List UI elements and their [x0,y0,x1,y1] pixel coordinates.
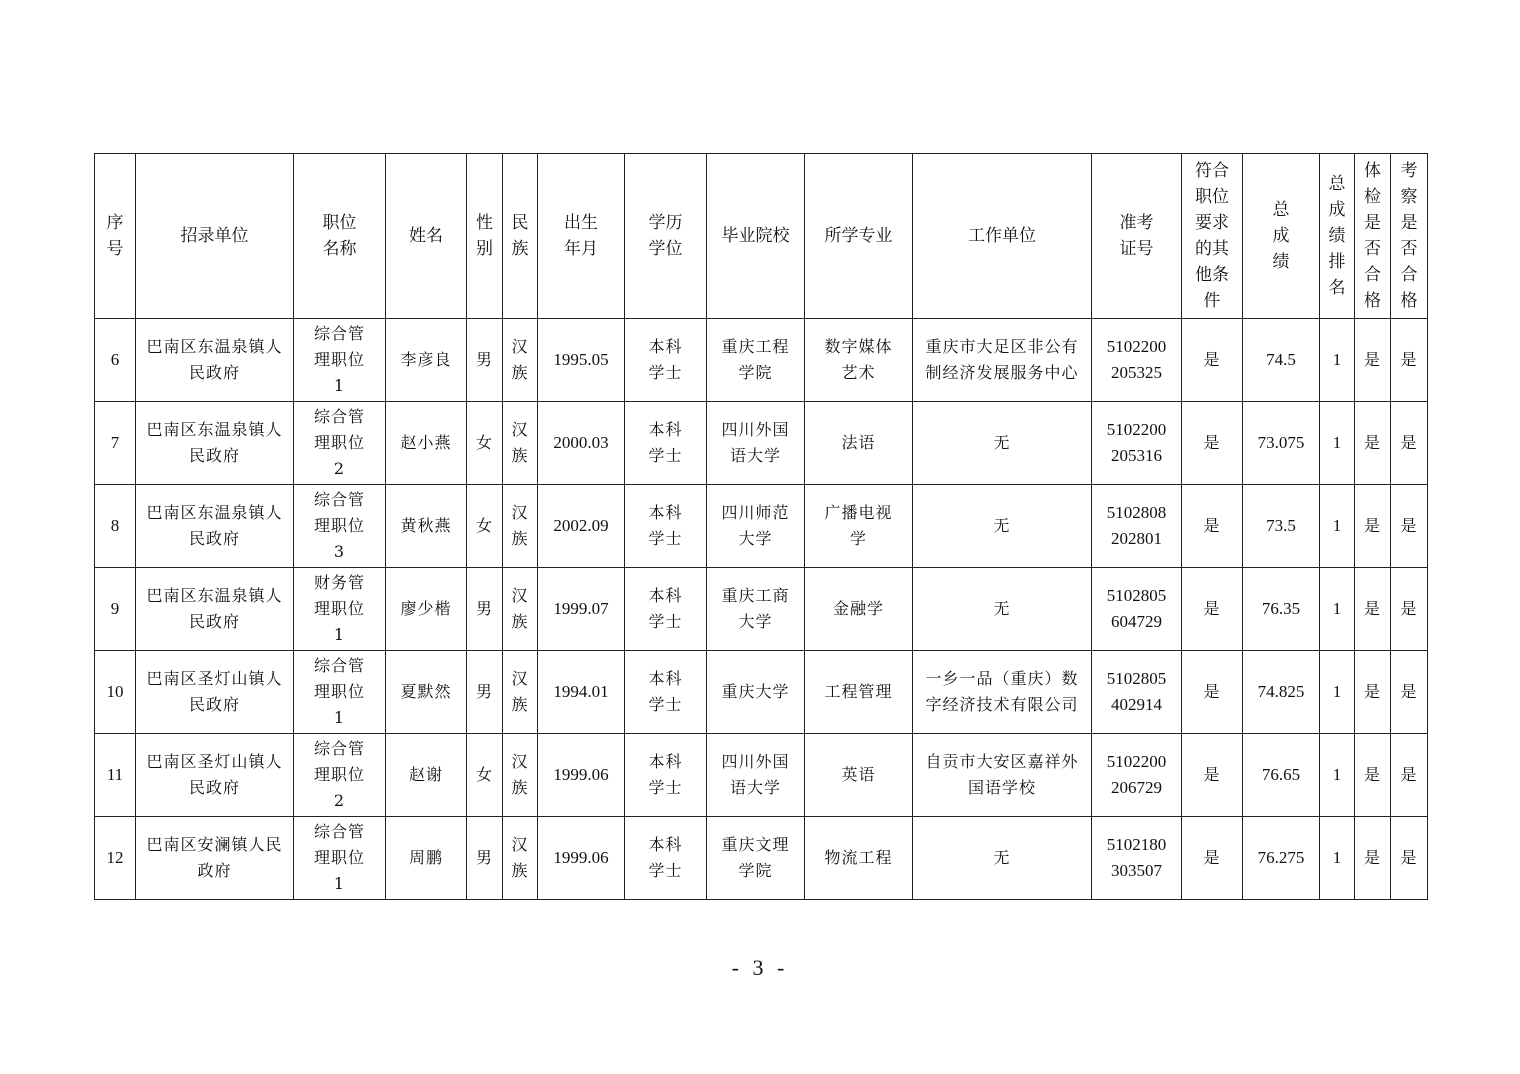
cell-education: 本科学士 [625,485,707,568]
cell-gender: 男 [467,817,503,900]
page-number: - 3 - [731,955,789,980]
cell-seq: 7 [95,402,136,485]
cell-score-rank: 1 [1320,319,1355,402]
cell-seq: 11 [95,734,136,817]
cell-exam-id: 5102180303507 [1092,817,1182,900]
cell-total-score: 73.5 [1243,485,1320,568]
cell-exam-id: 5102805604729 [1092,568,1182,651]
cell-medical: 是 [1355,651,1391,734]
cell-position: 综合管理职位1 [294,319,386,402]
cell-other-conditions: 是 [1182,319,1243,402]
cell-birth: 2002.09 [538,485,625,568]
cell-gender: 女 [467,734,503,817]
cell-position: 综合管理职位1 [294,817,386,900]
cell-position: 综合管理职位2 [294,734,386,817]
cell-total-score: 76.275 [1243,817,1320,900]
cell-unit: 巴南区圣灯山镇人民政府 [136,734,294,817]
cell-ethnicity: 汉族 [503,651,538,734]
cell-workplace: 自贡市大安区嘉祥外国语学校 [913,734,1092,817]
cell-workplace: 无 [913,485,1092,568]
cell-medical: 是 [1355,568,1391,651]
cell-workplace: 无 [913,402,1092,485]
cell-exam-id: 5102805402914 [1092,651,1182,734]
cell-name: 廖少楷 [386,568,467,651]
cell-ethnicity: 汉族 [503,734,538,817]
header-other-conditions: 符合职位要求的其他条件 [1182,154,1243,319]
cell-unit: 巴南区东温泉镇人民政府 [136,402,294,485]
cell-education: 本科学士 [625,319,707,402]
cell-total-score: 76.35 [1243,568,1320,651]
cell-ethnicity: 汉族 [503,319,538,402]
cell-workplace: 无 [913,817,1092,900]
header-position: 职位名称 [294,154,386,319]
cell-school: 重庆工商大学 [707,568,805,651]
cell-inspection: 是 [1391,485,1428,568]
cell-inspection: 是 [1391,568,1428,651]
header-name: 姓名 [386,154,467,319]
cell-score-rank: 1 [1320,817,1355,900]
cell-ethnicity: 汉族 [503,817,538,900]
cell-position: 财务管理职位1 [294,568,386,651]
cell-gender: 男 [467,651,503,734]
cell-name: 夏默然 [386,651,467,734]
cell-score-rank: 1 [1320,485,1355,568]
cell-score-rank: 1 [1320,568,1355,651]
table-row [95,319,1428,402]
cell-inspection: 是 [1391,402,1428,485]
cell-unit: 巴南区东温泉镇人民政府 [136,319,294,402]
cell-school: 重庆工程学院 [707,319,805,402]
cell-school: 重庆大学 [707,651,805,734]
cell-medical: 是 [1355,485,1391,568]
cell-seq: 6 [95,319,136,402]
candidate-table [94,153,1428,900]
cell-workplace: 重庆市大足区非公有制经济发展服务中心 [913,319,1092,402]
header-seq: 序号 [95,154,136,319]
header-gender: 性别 [467,154,503,319]
cell-total-score: 73.075 [1243,402,1320,485]
cell-workplace: 无 [913,568,1092,651]
cell-major: 金融学 [805,568,913,651]
cell-inspection: 是 [1391,651,1428,734]
cell-position: 综合管理职位1 [294,651,386,734]
table-row [95,734,1428,817]
cell-seq: 9 [95,568,136,651]
header-ethnicity: 民族 [503,154,538,319]
cell-other-conditions: 是 [1182,651,1243,734]
table-row [95,485,1428,568]
cell-medical: 是 [1355,817,1391,900]
cell-birth: 1999.06 [538,817,625,900]
header-workplace: 工作单位 [913,154,1092,319]
cell-medical: 是 [1355,734,1391,817]
cell-gender: 女 [467,402,503,485]
cell-birth: 1999.06 [538,734,625,817]
cell-total-score: 76.65 [1243,734,1320,817]
cell-major: 数字媒体艺术 [805,319,913,402]
cell-birth: 1999.07 [538,568,625,651]
cell-exam-id: 5102200205325 [1092,319,1182,402]
cell-education: 本科学士 [625,734,707,817]
cell-name: 赵小燕 [386,402,467,485]
cell-exam-id: 5102200206729 [1092,734,1182,817]
cell-unit: 巴南区圣灯山镇人民政府 [136,651,294,734]
cell-exam-id: 5102200205316 [1092,402,1182,485]
header-inspection: 考察是否合格 [1391,154,1428,319]
cell-education: 本科学士 [625,402,707,485]
cell-unit: 巴南区东温泉镇人民政府 [136,568,294,651]
cell-name: 李彦良 [386,319,467,402]
cell-other-conditions: 是 [1182,817,1243,900]
cell-school: 四川外国语大学 [707,734,805,817]
cell-name: 黄秋燕 [386,485,467,568]
cell-education: 本科学士 [625,568,707,651]
cell-medical: 是 [1355,319,1391,402]
cell-total-score: 74.5 [1243,319,1320,402]
header-medical: 体检是否合格 [1355,154,1391,319]
cell-position: 综合管理职位3 [294,485,386,568]
header-major: 所学专业 [805,154,913,319]
cell-education: 本科学士 [625,817,707,900]
cell-school: 四川外国语大学 [707,402,805,485]
cell-major: 工程管理 [805,651,913,734]
cell-gender: 女 [467,485,503,568]
cell-education: 本科学士 [625,651,707,734]
cell-ethnicity: 汉族 [503,568,538,651]
cell-seq: 12 [95,817,136,900]
cell-major: 物流工程 [805,817,913,900]
cell-seq: 10 [95,651,136,734]
cell-position: 综合管理职位2 [294,402,386,485]
cell-unit: 巴南区东温泉镇人民政府 [136,485,294,568]
cell-other-conditions: 是 [1182,402,1243,485]
header-exam-id: 准考证号 [1092,154,1182,319]
cell-inspection: 是 [1391,734,1428,817]
cell-major: 英语 [805,734,913,817]
header-total-score: 总成绩 [1243,154,1320,319]
table-header-row [95,154,1428,319]
cell-score-rank: 1 [1320,651,1355,734]
cell-other-conditions: 是 [1182,485,1243,568]
cell-score-rank: 1 [1320,734,1355,817]
cell-score-rank: 1 [1320,402,1355,485]
cell-other-conditions: 是 [1182,568,1243,651]
header-school: 毕业院校 [707,154,805,319]
header-unit: 招录单位 [136,154,294,319]
cell-inspection: 是 [1391,319,1428,402]
cell-gender: 男 [467,568,503,651]
cell-birth: 1994.01 [538,651,625,734]
cell-major: 广播电视学 [805,485,913,568]
cell-birth: 2000.03 [538,402,625,485]
cell-other-conditions: 是 [1182,734,1243,817]
header-birth: 出生年月 [538,154,625,319]
cell-total-score: 74.825 [1243,651,1320,734]
cell-unit: 巴南区安澜镇人民政府 [136,817,294,900]
table-row [95,651,1428,734]
header-score-rank: 总成绩排名 [1320,154,1355,319]
cell-school: 四川师范大学 [707,485,805,568]
cell-birth: 1995.05 [538,319,625,402]
cell-seq: 8 [95,485,136,568]
cell-exam-id: 5102808202801 [1092,485,1182,568]
table-row [95,568,1428,651]
cell-medical: 是 [1355,402,1391,485]
cell-inspection: 是 [1391,817,1428,900]
cell-name: 赵谢 [386,734,467,817]
cell-gender: 男 [467,319,503,402]
header-education: 学历学位 [625,154,707,319]
cell-ethnicity: 汉族 [503,485,538,568]
table-row [95,402,1428,485]
cell-workplace: 一乡一品（重庆）数字经济技术有限公司 [913,651,1092,734]
cell-school: 重庆文理学院 [707,817,805,900]
table-row [95,817,1428,900]
cell-name: 周鹏 [386,817,467,900]
cell-ethnicity: 汉族 [503,402,538,485]
cell-major: 法语 [805,402,913,485]
